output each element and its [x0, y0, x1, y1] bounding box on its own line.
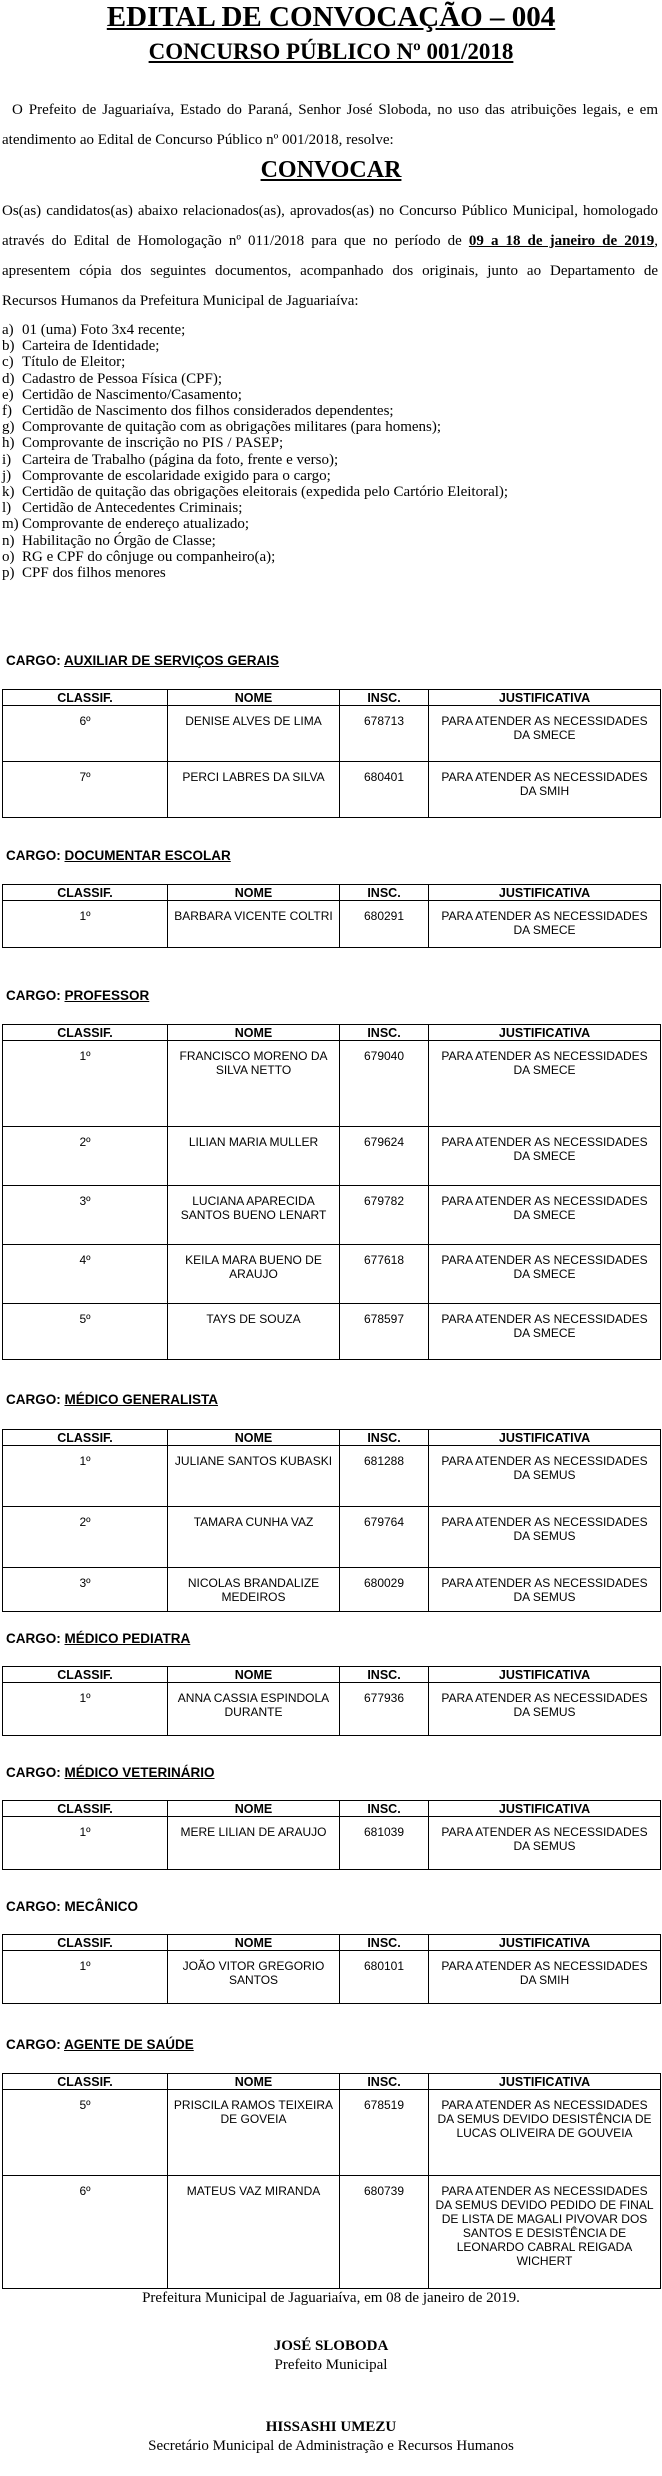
document-item: i) Carteira de Trabalho (página da foto, frente e verso); [2, 451, 339, 468]
cargo-heading: CARGO: AUXILIAR DE SERVIÇOS GERAIS [6, 653, 280, 668]
table-header-row: CLASSIF. NOME INSC. JUSTIFICATIVA [3, 1801, 661, 1817]
document-item: l) Certidão de Antecedentes Criminais; [2, 500, 243, 517]
document-item: f) Certidão de Nascimento dos filhos considerados dependentes; [2, 403, 394, 420]
table-row: 1º ANNA CASSIA ESPINDOLA DURANTE 677936 PARA ATENDER AS NECESSIDADES DA SEMUS [3, 1683, 661, 1736]
table-header-row: CLASSIF. NOME INSC. JUSTIFICATIVA [3, 2074, 661, 2090]
document-item: e) Certidão de Nascimento/Casamento; [2, 386, 242, 403]
cargo-heading: CARGO: MECÂNICO [6, 1899, 138, 1914]
signer-mayor-role: Prefeito Municipal [274, 2357, 388, 2373]
signer-secretary-role: Secretário Municipal de Administração e Recursos Humanos [148, 2438, 514, 2454]
candidates-table [2, 1666, 661, 1736]
document-item: c) Título de Eleitor; [2, 354, 126, 371]
table-row: 1º JOÃO VITOR GREGORIO SANTOS 680101 PARA ATENDER AS NECESSIDADES DA SMIH [3, 1951, 661, 2004]
document-item: a) 01 (uma) Foto 3x4 recente; [2, 322, 186, 338]
table-row: 5º TAYS DE SOUZA 678597 PARA ATENDER AS NECESSIDADES DA SMECE [3, 1304, 661, 1360]
cargo-heading: CARGO: PROFESSOR [6, 988, 150, 1003]
document-list [2, 322, 658, 581]
table-header-row: CLASSIF. NOME INSC. JUSTIFICATIVA [3, 690, 661, 706]
convocation-text-end: , apresentem cópia dos seguintes documentos, acompanhado dos originais, junto ao Departamento de Recursos Humanos da Prefeitura Municipal de Jaguariaíva: [2, 233, 658, 309]
table-row: 4º KEILA MARA BUENO DE ARAUJO 677618 PARA ATENDER AS NECESSIDADES DA SMECE [3, 1245, 661, 1304]
cargo-heading: CARGO: MÉDICO GENERALISTA [6, 1392, 219, 1407]
table-row: 5º PRISCILA RAMOS TEIXEIRA DE GOVEIA 678519 PARA ATENDER AS NECESSIDADES DA SEMUS DEVIDO DESISTÊNCIA DE LUCAS OLIVEIRA DE GOUVEIA [3, 2090, 661, 2176]
candidates-table [2, 1429, 661, 1612]
document-item: j) Comprovante de escolaridade exigido para o cargo; [2, 467, 331, 484]
table-header-row: CLASSIF. NOME INSC. JUSTIFICATIVA [3, 1935, 661, 1951]
place-date: Prefeitura Municipal de Jaguariaíva, em 08 de janeiro de 2019. [142, 2290, 520, 2306]
convocation-text-start: Os(as) candidatos(as) abaixo relacionados(as), aprovados(as) no Concurso Público Municipal, homologado através do Edital de Homologação nº 011/2018 para que no período de [2, 203, 658, 249]
document-item: g) Comprovante de quitação com as obrigações militares (para homens); [2, 419, 442, 436]
table-row: 3º LUCIANA APARECIDA SANTOS BUENO LENART 679782 PARA ATENDER AS NECESSIDADES DA SMECE [3, 1186, 661, 1245]
document-item: d) Cadastro de Pessoa Física (CPF); [2, 370, 222, 387]
document-item: h) Comprovante de inscrição no PIS / PASEP; [2, 435, 284, 452]
convocation-paragraph [2, 196, 658, 316]
signer-mayor-name: JOSÉ SLOBODA [273, 2338, 389, 2354]
table-row: 1º BARBARA VICENTE COLTRI 680291 PARA ATENDER AS NECESSIDADES DA SMECE [3, 901, 661, 948]
convocar-heading: CONVOCAR [260, 157, 402, 183]
table-row: 2º LILIAN MARIA MULLER 679624 PARA ATENDER AS NECESSIDADES DA SMECE [3, 1127, 661, 1186]
table-row: 1º JULIANE SANTOS KUBASKI 681288 PARA ATENDER AS NECESSIDADES DA SEMUS [3, 1446, 661, 1507]
table-header-row: CLASSIF. NOME INSC. JUSTIFICATIVA [3, 1667, 661, 1683]
document-item: k) Certidão de quitação das obrigações eleitorais (expedida pelo Cartório Eleitoral); [2, 484, 509, 501]
concurso-subtitle: CONCURSO PÚBLICO Nº 001/2018 [148, 39, 514, 64]
cargo-heading: CARGO: MÉDICO PEDIATRA [6, 1631, 191, 1646]
signer-secretary-name: HISSASHI UMEZU [265, 2419, 397, 2435]
table-header-row: CLASSIF. NOME INSC. JUSTIFICATIVA [3, 1025, 661, 1041]
convocation-period: 09 a 18 de janeiro de 2019 [468, 233, 655, 249]
cargo-heading: CARGO: AGENTE DE SAÚDE [6, 2037, 194, 2052]
candidates-table [2, 1800, 661, 1870]
candidates-table [2, 1934, 661, 2004]
document-item: b) Carteira de Identidade; [2, 338, 160, 355]
candidates-table [2, 1024, 661, 1360]
document-item: n) Habilitação no Órgão de Classe; [2, 532, 216, 549]
table-row: 7º PERCI LABRES DA SILVA 680401 PARA ATENDER AS NECESSIDADES DA SMIH [3, 762, 661, 818]
table-header-row: CLASSIF. NOME INSC. JUSTIFICATIVA [3, 1430, 661, 1446]
table-row: 1º MERE LILIAN DE ARAUJO 681039 PARA ATENDER AS NECESSIDADES DA SEMUS [3, 1817, 661, 1870]
edital-title: EDITAL DE CONVOCAÇÃO – 004 [106, 1, 556, 33]
candidates-table [2, 884, 661, 948]
cargo-heading: CARGO: MÉDICO VETERINÁRIO [6, 1765, 215, 1780]
candidates-table [2, 2073, 661, 2289]
document-item: m) Comprovante de endereço atualizado; [2, 516, 249, 533]
document-item: o) RG e CPF do cônjuge ou companheiro(a); [2, 548, 276, 565]
document-item: p) CPF dos filhos menores [2, 565, 166, 582]
table-row: 3º NICOLAS BRANDALIZE MEDEIROS 680029 PARA ATENDER AS NECESSIDADES DA SEMUS [3, 1568, 661, 1612]
table-row: 6º MATEUS VAZ MIRANDA 680739 PARA ATENDER AS NECESSIDADES DA SEMUS DEVIDO PEDIDO DE FINAL DE LISTA DE MAGALI PIVOVAR DOS SANTOS E DESISTÊNCIA DE LEONARDO CABRAL REIGADA WICHERT [3, 2176, 661, 2289]
table-row: 2º TAMARA CUNHA VAZ 679764 PARA ATENDER AS NECESSIDADES DA SEMUS [3, 1507, 661, 1568]
table-header-row: CLASSIF. NOME INSC. JUSTIFICATIVA [3, 885, 661, 901]
table-row: 1º FRANCISCO MORENO DA SILVA NETTO 679040 PARA ATENDER AS NECESSIDADES DA SMECE [3, 1041, 661, 1127]
intro-paragraph: O Prefeito de Jaguariaíva, Estado do Paraná, Senhor José Sloboda, no uso das atribuições legais, e em atendimento ao Edital de Concurso Público nº 001/2018, resolve: [2, 102, 658, 148]
candidates-table [2, 689, 661, 818]
table-row: 6º DENISE ALVES DE LIMA 678713 PARA ATENDER AS NECESSIDADES DA SMECE [3, 706, 661, 762]
cargo-heading: CARGO: DOCUMENTAR ESCOLAR [6, 848, 231, 863]
